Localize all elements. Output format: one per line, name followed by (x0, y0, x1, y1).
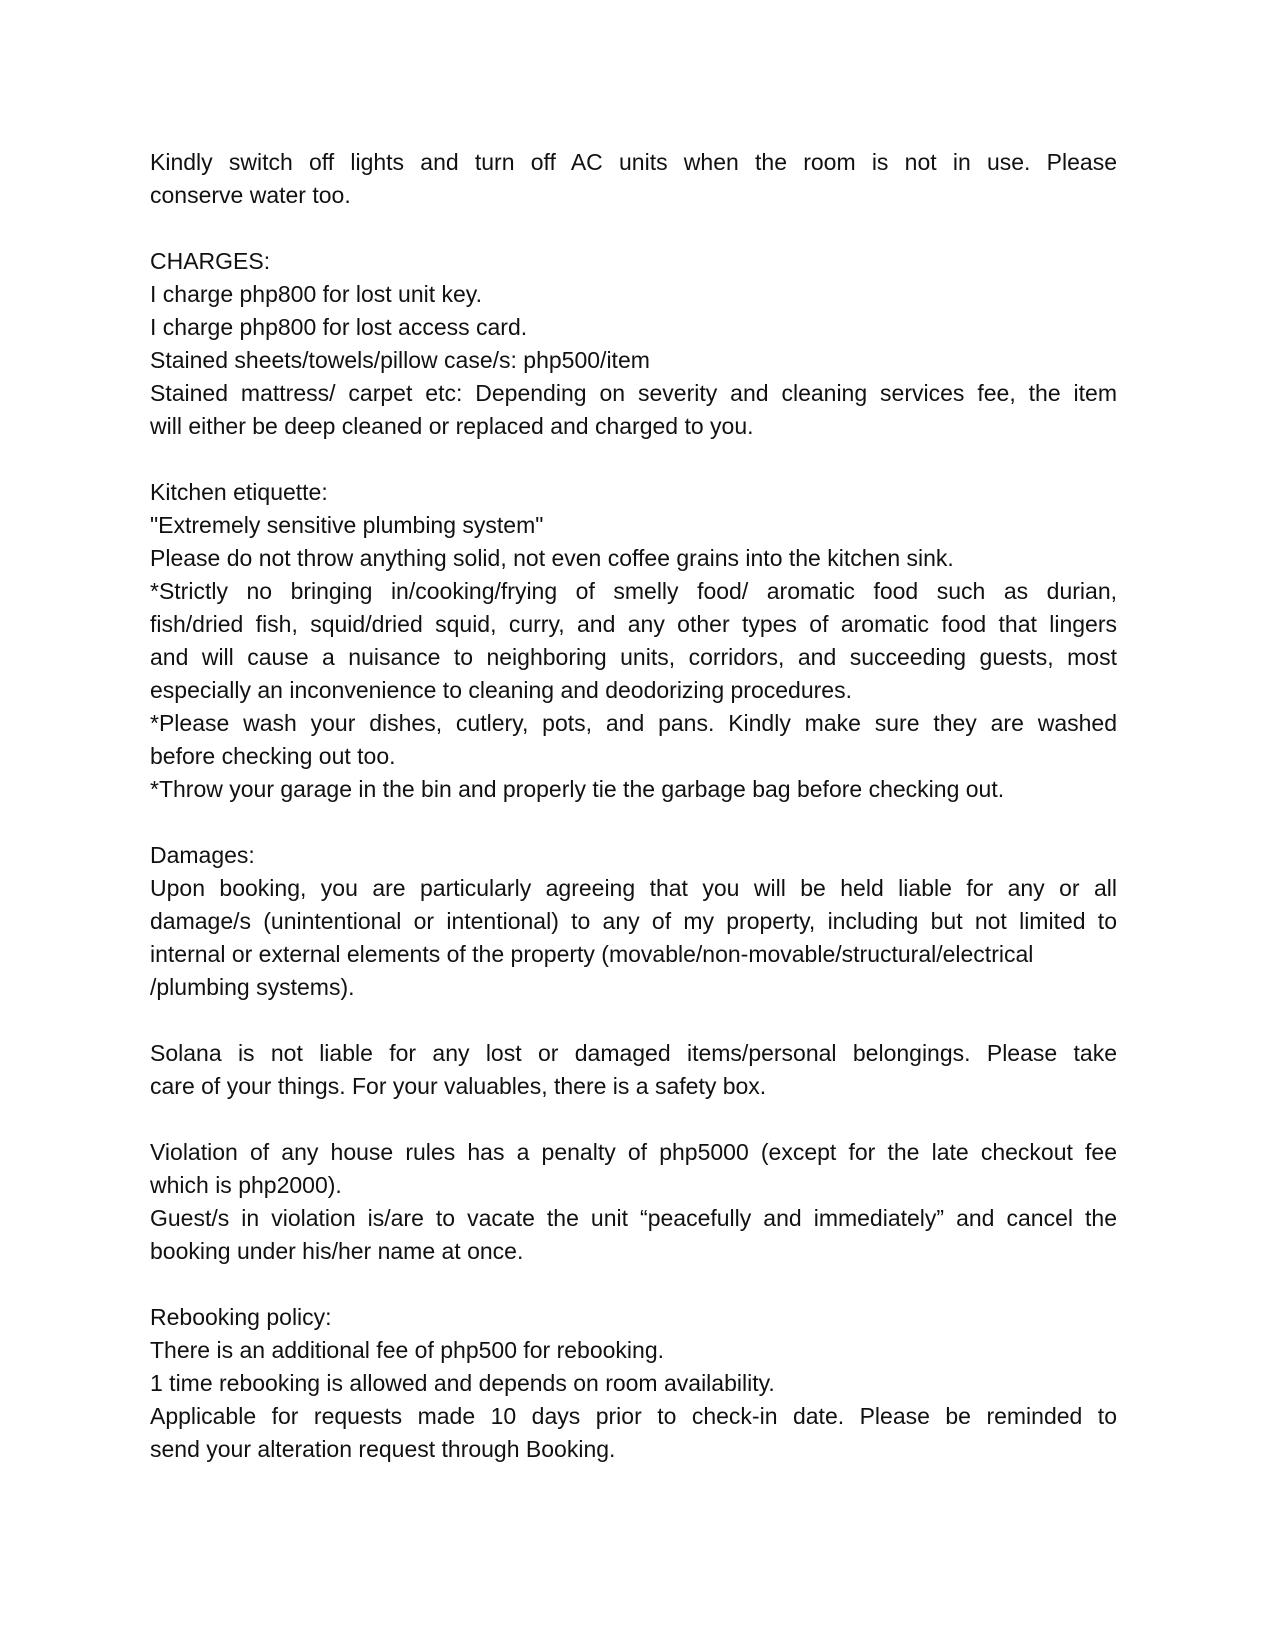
text-line: especially an inconvenience to cleaning and deodorizing procedures. (150, 677, 852, 703)
document-page (150, 146, 1117, 1499)
text-line: internal or external elements of the property (movable/non-movable/structural/electrical (150, 941, 1034, 967)
text-line: /plumbing systems). (150, 974, 355, 1000)
text-line: Guest/s in violation is/are to vacate the unit “peacefully and immediately” and cancel the (150, 1205, 1117, 1231)
energy-notice (150, 146, 1117, 212)
text-line: care of your things. For your valuables, there is a safety box. (150, 1073, 767, 1099)
text-line: Applicable for requests made 10 days prior to check-in date. Please be reminded to (150, 1403, 1117, 1429)
text-line: before checking out too. (150, 743, 396, 769)
text-line: Violation of any house rules has a penalty of php5000 (except for the late checkout fee (150, 1139, 1117, 1165)
text-line: damage/s (unintentional or intentional) to any of my property, including but not limited to (150, 908, 1117, 934)
damages-section (150, 839, 1117, 1004)
text-line: *Throw your garage in the bin and properly tie the garbage bag before checking out. (150, 776, 1005, 802)
charges-heading: CHARGES: (150, 248, 271, 274)
text-line: booking under his/her name at once. (150, 1238, 524, 1264)
damages-heading: Damages: (150, 842, 255, 868)
rebooking-section (150, 1301, 1117, 1466)
text-line: Please do not throw anything solid, not even coffee grains into the kitchen sink. (150, 545, 954, 571)
text-line: conserve water too. (150, 182, 351, 208)
text-line: fish/dried fish, squid/dried squid, curry, and any other types of aromatic food that lingers (150, 611, 1117, 637)
text-line: *Please wash your dishes, cutlery, pots, and pans. Kindly make sure they are washed (150, 710, 1117, 736)
text-line: *Strictly no bringing in/cooking/frying of smelly food/ aromatic food such as durian, (150, 578, 1117, 604)
text-line: which is php2000). (150, 1172, 342, 1198)
text-line: I charge php800 for lost unit key. (150, 281, 482, 307)
kitchen-heading: Kitchen etiquette: (150, 479, 328, 505)
text-line: "Extremely sensitive plumbing system" (150, 512, 544, 538)
rebooking-heading: Rebooking policy: (150, 1304, 332, 1330)
text-line: Solana is not liable for any lost or damaged items/personal belongings. Please take (150, 1040, 1117, 1066)
text-line: Kindly switch off lights and turn off AC units when the room is not in use. Please (150, 149, 1117, 175)
text-line: Stained mattress/ carpet etc: Depending on severity and cleaning services fee, the item (150, 380, 1117, 406)
text-line: There is an additional fee of php500 for rebooking. (150, 1337, 665, 1363)
text-line: send your alteration request through Booking. (150, 1436, 616, 1462)
text-line: 1 time rebooking is allowed and depends on room availability. (150, 1370, 775, 1396)
text-line: Stained sheets/towels/pillow case/s: php500/item (150, 347, 650, 373)
charges-section (150, 245, 1117, 443)
text-line: and will cause a nuisance to neighboring units, corridors, and succeeding guests, most (150, 644, 1117, 670)
text-line: will either be deep cleaned or replaced and charged to you. (150, 413, 754, 439)
kitchen-section (150, 476, 1117, 806)
violation-notice (150, 1136, 1117, 1268)
text-line: I charge php800 for lost access card. (150, 314, 528, 340)
liability-notice (150, 1037, 1117, 1103)
text-line: Upon booking, you are particularly agreeing that you will be held liable for any or all (150, 875, 1117, 901)
